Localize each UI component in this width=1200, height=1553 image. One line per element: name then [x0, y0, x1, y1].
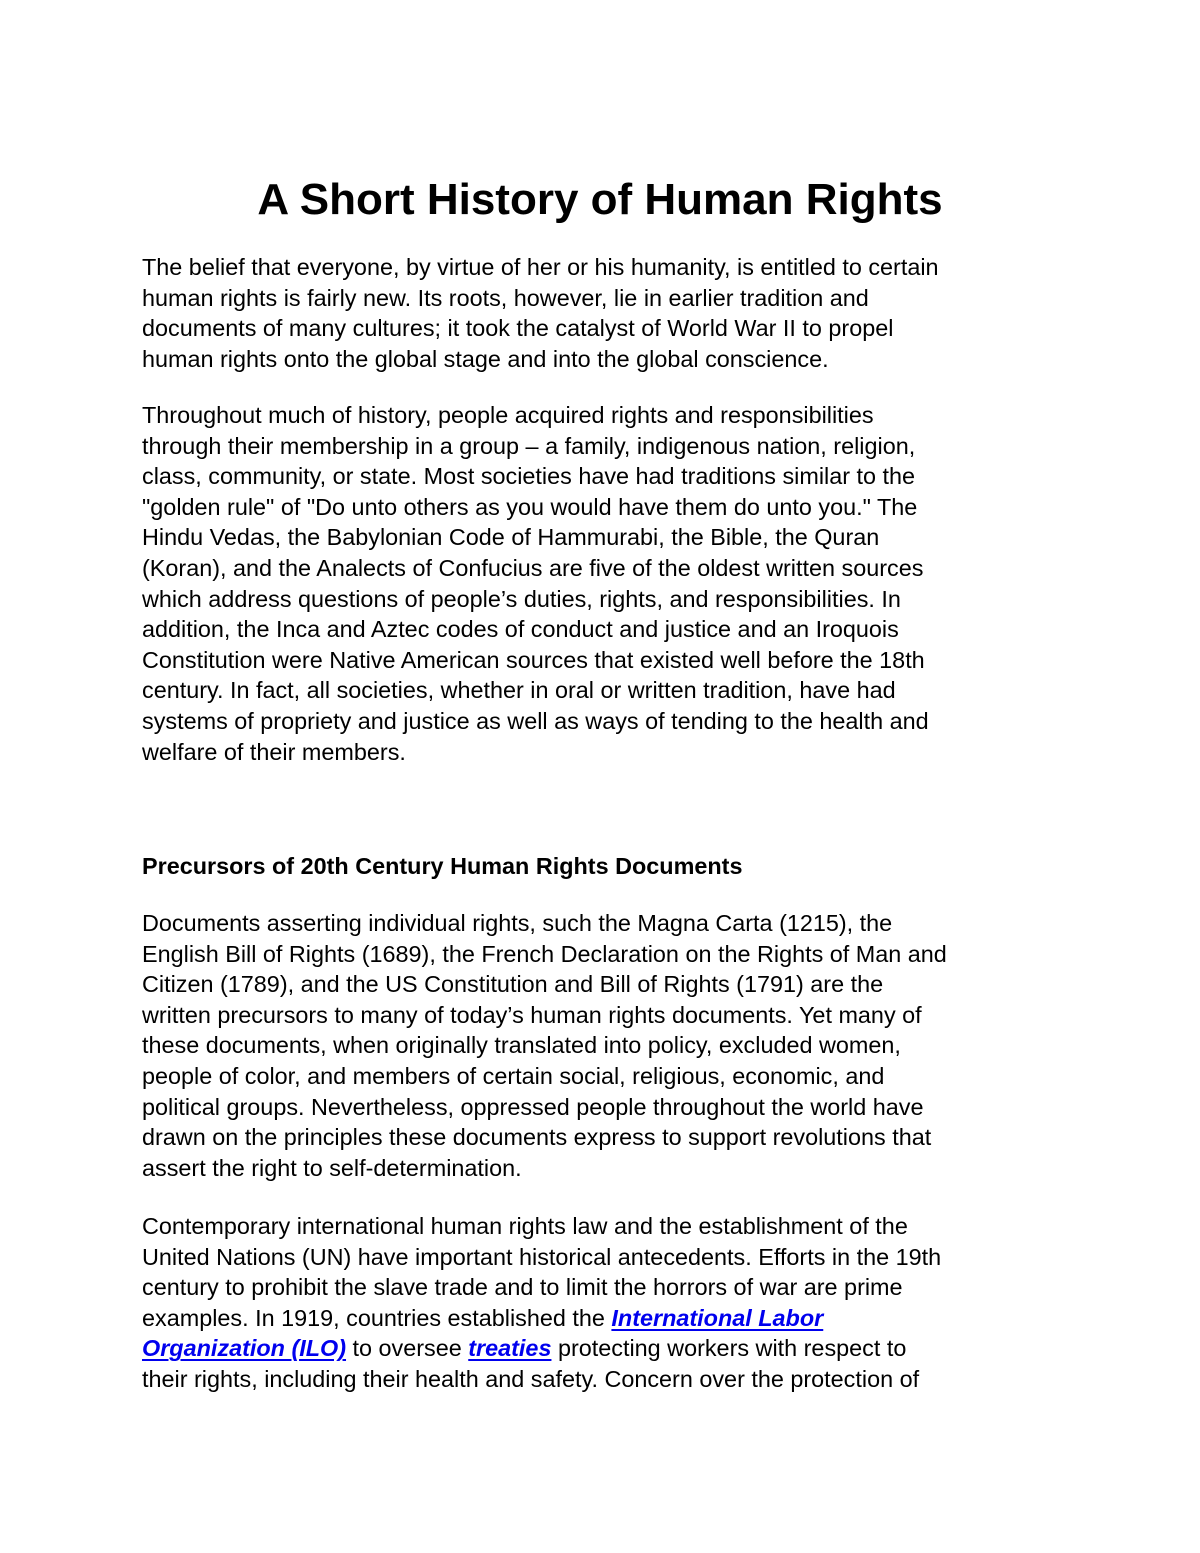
paragraph-line: Contemporary international human rights law and the establishment of the — [142, 1213, 908, 1239]
paragraph-line: century. In fact, all societies, whether in oral or written tradition, have had — [142, 677, 896, 704]
paragraph-line: Constitution were Native American sources that existed well before the 18th — [142, 646, 925, 673]
paragraph-line: which address questions of people’s duties, rights, and responsibilities. In — [142, 585, 901, 612]
paragraph-line — [142, 1303, 1072, 1334]
paragraph-line: these documents, when originally translated into policy, excluded women, — [142, 1032, 901, 1059]
paragraph-line: English Bill of Rights (1689), the French Declaration on the Rights of Man and — [142, 940, 947, 967]
precursors-paragraph — [142, 908, 1072, 1183]
paragraph-line: (Koran), and the Analects of Confucius are five of the oldest written sources — [142, 554, 924, 581]
paragraph-line — [142, 1333, 1072, 1364]
paragraph-line: century to prohibit the slave trade and to limit the horrors of war are prime — [142, 1274, 903, 1301]
paragraph-text: to oversee — [346, 1335, 469, 1362]
paragraph-line: political groups. Nevertheless, oppressed people throughout the world have — [142, 1093, 924, 1120]
paragraph-line: assert the right to self-determination. — [142, 1154, 522, 1181]
ilo-link-continued[interactable]: Organization (ILO) — [142, 1335, 347, 1362]
intro-paragraph — [142, 252, 1072, 374]
paragraph-line: human rights onto the global stage and into the global conscience. — [142, 345, 829, 372]
paragraph-line: The belief that everyone, by virtue of her or his humanity, is entitled to certain — [142, 254, 939, 280]
paragraph-text: protecting workers with respect to — [551, 1335, 907, 1362]
treaties-link[interactable]: treaties — [468, 1335, 552, 1362]
paragraph-line: Citizen (1789), and the US Constitution and Bill of Rights (1791) are the — [142, 971, 884, 998]
paragraph-line: Throughout much of history, people acquired rights and responsibilities — [142, 402, 874, 428]
history-paragraph — [142, 400, 1072, 767]
paragraph-line: class, community, or state. Most societies have had traditions similar to the — [142, 463, 916, 490]
paragraph-line: "golden rule" of "Do unto others as you would have them do unto you." The — [142, 493, 918, 520]
paragraph-line: Documents asserting individual rights, such the Magna Carta (1215), the — [142, 910, 893, 936]
ilo-link[interactable]: International Labor — [611, 1304, 824, 1331]
paragraph-line: systems of propriety and justice as well as ways of tending to the health and — [142, 707, 929, 734]
paragraph-line: drawn on the principles these documents express to support revolutions that — [142, 1124, 932, 1151]
paragraph-line: welfare of their members. — [142, 738, 406, 765]
paragraph-line: people of color, and members of certain social, religious, economic, and — [142, 1062, 885, 1089]
paragraph-line: addition, the Inca and Aztec codes of conduct and justice and an Iroquois — [142, 616, 899, 643]
paragraph-line: Hindu Vedas, the Babylonian Code of Hammurabi, the Bible, the Quran — [142, 524, 880, 551]
section-heading: Precursors of 20th Century Human Rights Documents — [142, 853, 743, 879]
paragraph-line: their rights, including their health and safety. Concern over the protection of — [142, 1365, 920, 1392]
paragraph-line: United Nations (UN) have important historical antecedents. Efforts in the 19th — [142, 1243, 942, 1270]
contemporary-paragraph — [142, 1211, 1072, 1395]
paragraph-text: examples. In 1919, countries established the — [142, 1304, 612, 1331]
paragraph-line: human rights is fairly new. Its roots, however, lie in earlier tradition and — [142, 284, 869, 311]
paragraph-line: written precursors to many of today’s human rights documents. Yet many of — [142, 1001, 922, 1028]
page-title: A Short History of Human Rights — [257, 175, 943, 224]
paragraph-line: documents of many cultures; it took the catalyst of World War II to propel — [142, 315, 894, 342]
paragraph-line: through their membership in a group – a family, indigenous nation, religion, — [142, 432, 916, 459]
